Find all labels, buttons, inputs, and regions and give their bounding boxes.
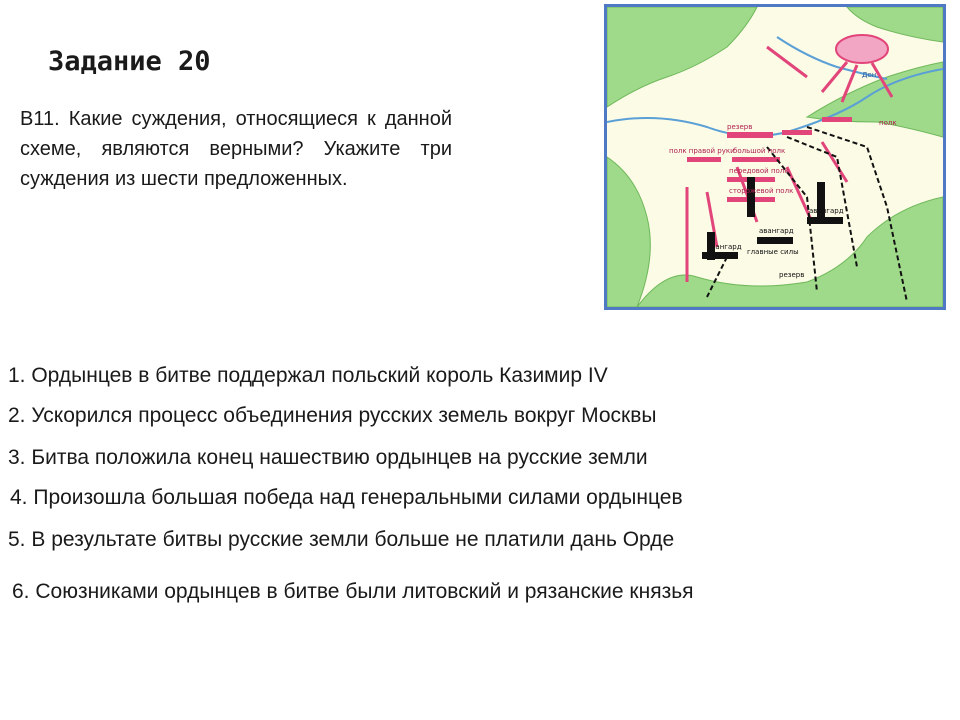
label-main-forces: главные силы bbox=[747, 248, 799, 256]
option-5: 5. В результате битвы русские земли больше не платили дань Орде bbox=[8, 528, 675, 551]
option-3: 3. Битва положила конец нашествию ордынцев на русские земли bbox=[8, 446, 648, 469]
label-avangard-1: авангард bbox=[707, 243, 742, 251]
battle-map bbox=[604, 4, 946, 310]
option-2: 2. Ускорился процесс объединения русских земель вокруг Москвы bbox=[8, 404, 657, 427]
label-avangard-2: авангард bbox=[759, 227, 794, 235]
label-avangard-3: авангард bbox=[809, 207, 844, 215]
battle-map-drawing bbox=[607, 7, 943, 307]
label-big-polk: большой полк bbox=[733, 147, 786, 155]
task-title: Задание 20 bbox=[48, 46, 211, 77]
option-1: 1. Ордынцев в битве поддержал польский король Казимир IV bbox=[8, 364, 608, 387]
horde-camp bbox=[836, 35, 888, 63]
label-polk: полк bbox=[879, 119, 897, 127]
question-text: В11. Какие суждения, относящиеся к данной схеме, являются верными? Укажите три суждения из шести предложенных. bbox=[20, 108, 452, 190]
label-right-hand: полк правой руки bbox=[669, 147, 735, 155]
label-don: Дон bbox=[862, 71, 877, 79]
label-reserve-bottom: резерв bbox=[779, 271, 805, 279]
label-reserve-top: резерв bbox=[727, 123, 753, 131]
label-forward-polk: передовой полк bbox=[729, 167, 789, 175]
option-6: 6. Союзниками ордынцев в битве были литовский и рязанские князья bbox=[12, 580, 694, 603]
label-guard-polk: сторожевой полк bbox=[729, 187, 794, 195]
option-4: 4. Произошла большая победа над генеральными силами ордынцев bbox=[10, 486, 683, 509]
